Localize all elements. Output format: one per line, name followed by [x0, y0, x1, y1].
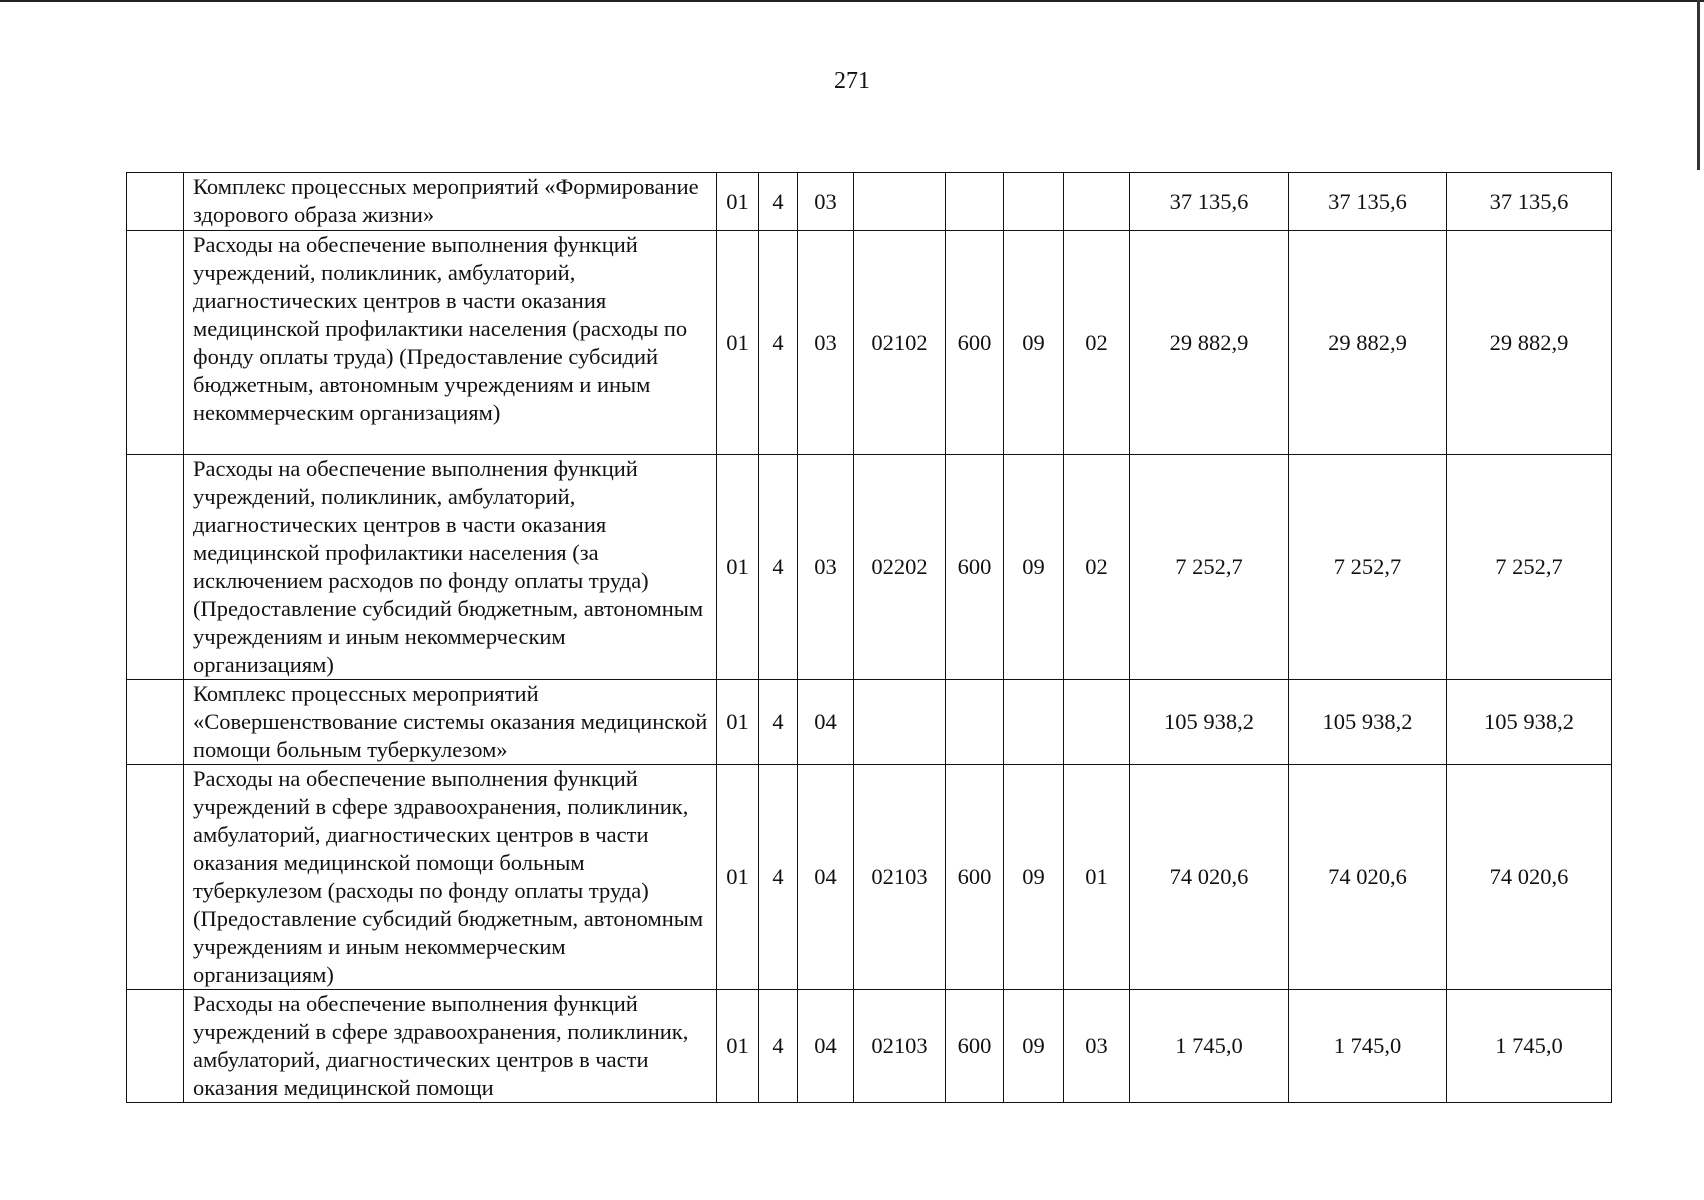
table-row [127, 173, 1612, 231]
code-cell-c6: 09 [1004, 231, 1064, 455]
table-row [127, 455, 1612, 680]
code-cell-c4: 02103 [854, 990, 946, 1103]
code-cell-c4: 02202 [854, 455, 946, 680]
code-cell-c1: 01 [717, 990, 759, 1103]
amount-cell-v2: 105 938,2 [1289, 680, 1447, 765]
table-row [127, 680, 1612, 765]
row-index-cell [127, 173, 184, 231]
table-row [127, 765, 1612, 990]
amount-cell-v1: 29 882,9 [1130, 231, 1289, 455]
code-cell-c3: 03 [798, 231, 854, 455]
amount-cell-v3: 74 020,6 [1447, 765, 1612, 990]
budget-table [126, 172, 1612, 1103]
amount-cell-v2: 29 882,9 [1289, 231, 1447, 455]
code-cell-c1: 01 [717, 765, 759, 990]
table-body [127, 173, 1612, 1103]
code-cell-c5: 600 [946, 455, 1004, 680]
code-cell-c6: 09 [1004, 990, 1064, 1103]
code-cell-c3: 04 [798, 680, 854, 765]
code-cell-c7: 02 [1064, 231, 1130, 455]
amount-cell-v3: 7 252,7 [1447, 455, 1612, 680]
code-cell-c1: 01 [717, 173, 759, 231]
row-description: Расходы на обеспечение выполнения функций учреждений, поликлиник, амбулаторий, диагностических центров в части оказания медицинской профилактики населения (за исключением расходов по фонду оплаты труда) (Предоставление субсидий бюджетным, автономным учреждениям и иным некоммерческим организациям) [184, 455, 717, 680]
code-cell-c6 [1004, 173, 1064, 231]
code-cell-c5 [946, 173, 1004, 231]
code-cell-c6: 09 [1004, 765, 1064, 990]
code-cell-c3: 03 [798, 455, 854, 680]
code-cell-c2: 4 [759, 680, 798, 765]
row-index-cell [127, 680, 184, 765]
amount-cell-v1: 1 745,0 [1130, 990, 1289, 1103]
amount-cell-v2: 1 745,0 [1289, 990, 1447, 1103]
code-cell-c5: 600 [946, 765, 1004, 990]
code-cell-c5: 600 [946, 231, 1004, 455]
amount-cell-v1: 37 135,6 [1130, 173, 1289, 231]
code-cell-c4: 02102 [854, 231, 946, 455]
table-row [127, 990, 1612, 1103]
amount-cell-v1: 7 252,7 [1130, 455, 1289, 680]
amount-cell-v2: 37 135,6 [1289, 173, 1447, 231]
code-cell-c4 [854, 173, 946, 231]
row-index-cell [127, 765, 184, 990]
amount-cell-v3: 1 745,0 [1447, 990, 1612, 1103]
code-cell-c6 [1004, 680, 1064, 765]
code-cell-c4 [854, 680, 946, 765]
amount-cell-v3: 105 938,2 [1447, 680, 1612, 765]
row-description: Комплекс процессных мероприятий «Формирование здорового образа жизни» [184, 173, 717, 231]
scan-edge-top [0, 0, 1704, 2]
code-cell-c2: 4 [759, 990, 798, 1103]
code-cell-c7 [1064, 173, 1130, 231]
row-index-cell [127, 990, 184, 1103]
code-cell-c1: 01 [717, 231, 759, 455]
table-row [127, 231, 1612, 455]
row-index-cell [127, 455, 184, 680]
code-cell-c7 [1064, 680, 1130, 765]
row-description: Расходы на обеспечение выполнения функций учреждений в сфере здравоохранения, поликлиник, амбулаторий, диагностических центров в части оказания медицинской помощи больным туберкулезом (расходы по фонду оплаты труда) (Предоставление субсидий бюджетным, автономным учреждениям и иным некоммерческим организациям) [184, 765, 717, 990]
code-cell-c1: 01 [717, 680, 759, 765]
code-cell-c2: 4 [759, 455, 798, 680]
row-description: Расходы на обеспечение выполнения функций учреждений в сфере здравоохранения, поликлиник, амбулаторий, диагностических центров в части оказания медицинской помощи [184, 990, 717, 1103]
amount-cell-v2: 7 252,7 [1289, 455, 1447, 680]
code-cell-c7: 01 [1064, 765, 1130, 990]
code-cell-c2: 4 [759, 765, 798, 990]
code-cell-c3: 04 [798, 990, 854, 1103]
code-cell-c3: 03 [798, 173, 854, 231]
code-cell-c5: 600 [946, 990, 1004, 1103]
code-cell-c7: 03 [1064, 990, 1130, 1103]
code-cell-c2: 4 [759, 173, 798, 231]
code-cell-c4: 02103 [854, 765, 946, 990]
amount-cell-v2: 74 020,6 [1289, 765, 1447, 990]
row-description: Комплекс процессных мероприятий «Совершенствование системы оказания медицинской помощи больным туберкулезом» [184, 680, 717, 765]
amount-cell-v1: 74 020,6 [1130, 765, 1289, 990]
code-cell-c7: 02 [1064, 455, 1130, 680]
amount-cell-v3: 37 135,6 [1447, 173, 1612, 231]
code-cell-c3: 04 [798, 765, 854, 990]
code-cell-c5 [946, 680, 1004, 765]
amount-cell-v3: 29 882,9 [1447, 231, 1612, 455]
row-description: Расходы на обеспечение выполнения функций учреждений, поликлиник, амбулаторий, диагностических центров в части оказания медицинской профилактики населения (расходы по фонду оплаты труда) (Предоставление субсидий бюджетным, автономным учреждениям и иным некоммерческим организациям) [184, 231, 717, 455]
code-cell-c6: 09 [1004, 455, 1064, 680]
code-cell-c1: 01 [717, 455, 759, 680]
row-index-cell [127, 231, 184, 455]
amount-cell-v1: 105 938,2 [1130, 680, 1289, 765]
code-cell-c2: 4 [759, 231, 798, 455]
page-number: 271 [834, 68, 870, 94]
